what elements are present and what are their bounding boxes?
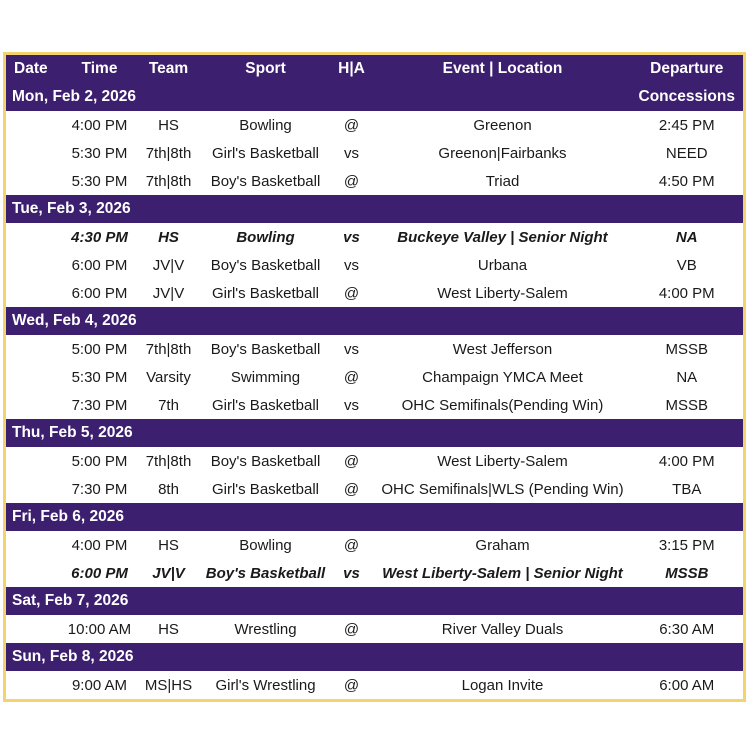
- event-location-cell: Graham: [375, 531, 631, 559]
- date-row-filler: [631, 503, 745, 531]
- table-row: [5, 615, 745, 643]
- team-cell: 7th|8th: [135, 447, 203, 475]
- column-header-time: Time: [65, 54, 135, 84]
- date-cell: [5, 615, 65, 643]
- departure-cell: MSSB: [631, 559, 745, 587]
- table-row: [5, 223, 745, 251]
- departure-cell: NEED: [631, 139, 745, 167]
- team-cell: 8th: [135, 475, 203, 503]
- event-location-cell: West Liberty-Salem | Senior Night: [375, 559, 631, 587]
- time-cell: 4:00 PM: [65, 111, 135, 139]
- table-row: [5, 475, 745, 503]
- date-row: [5, 83, 745, 111]
- date-cell: [5, 111, 65, 139]
- date-cell: [5, 559, 65, 587]
- home-away-cell: @: [329, 111, 375, 139]
- date-cell: [5, 167, 65, 195]
- table-row: [5, 559, 745, 587]
- home-away-cell: vs: [329, 559, 375, 587]
- team-cell: HS: [135, 531, 203, 559]
- event-location-cell: Triad: [375, 167, 631, 195]
- team-cell: 7th|8th: [135, 139, 203, 167]
- home-away-cell: vs: [329, 391, 375, 419]
- team-cell: MS|HS: [135, 671, 203, 701]
- home-away-cell: vs: [329, 139, 375, 167]
- sport-cell: Girl's Wrestling: [203, 671, 329, 701]
- event-location-cell: River Valley Duals: [375, 615, 631, 643]
- departure-cell: 4:00 PM: [631, 279, 745, 307]
- departure-cell: MSSB: [631, 391, 745, 419]
- home-away-cell: vs: [329, 251, 375, 279]
- home-away-cell: @: [329, 475, 375, 503]
- time-cell: 5:30 PM: [65, 167, 135, 195]
- home-away-cell: @: [329, 615, 375, 643]
- table-row: [5, 167, 745, 195]
- time-cell: 4:00 PM: [65, 531, 135, 559]
- sport-cell: Boy's Basketball: [203, 251, 329, 279]
- table-row: [5, 671, 745, 701]
- departure-cell: 3:15 PM: [631, 531, 745, 559]
- event-location-cell: Buckeye Valley | Senior Night: [375, 223, 631, 251]
- date-heading: Thu, Feb 5, 2026: [5, 419, 631, 447]
- sport-cell: Girl's Basketball: [203, 139, 329, 167]
- departure-cell: VB: [631, 251, 745, 279]
- date-heading: Mon, Feb 2, 2026: [5, 83, 631, 111]
- time-cell: 5:00 PM: [65, 447, 135, 475]
- home-away-cell: vs: [329, 335, 375, 363]
- date-row-filler: [631, 419, 745, 447]
- team-cell: JV|V: [135, 279, 203, 307]
- team-cell: HS: [135, 223, 203, 251]
- date-cell: [5, 447, 65, 475]
- date-cell: [5, 335, 65, 363]
- departure-cell: 6:00 AM: [631, 671, 745, 701]
- home-away-cell: @: [329, 167, 375, 195]
- home-away-cell: @: [329, 531, 375, 559]
- sport-cell: Girl's Basketball: [203, 475, 329, 503]
- time-cell: 6:00 PM: [65, 279, 135, 307]
- time-cell: 7:30 PM: [65, 391, 135, 419]
- time-cell: 4:30 PM: [65, 223, 135, 251]
- team-cell: JV|V: [135, 559, 203, 587]
- departure-cell: TBA: [631, 475, 745, 503]
- table-row: [5, 139, 745, 167]
- date-row: [5, 643, 745, 671]
- date-heading: Fri, Feb 6, 2026: [5, 503, 631, 531]
- table-row: [5, 111, 745, 139]
- schedule-table: [3, 52, 746, 702]
- sport-cell: Bowling: [203, 531, 329, 559]
- table-row: [5, 363, 745, 391]
- column-header-departure: Departure: [631, 54, 745, 84]
- date-cell: [5, 139, 65, 167]
- column-header-sport: Sport: [203, 54, 329, 84]
- table-row: [5, 279, 745, 307]
- date-cell: [5, 251, 65, 279]
- departure-cell: 4:00 PM: [631, 447, 745, 475]
- column-header-home-away: H|A: [329, 54, 375, 84]
- event-location-cell: West Liberty-Salem: [375, 447, 631, 475]
- sport-cell: Boy's Basketball: [203, 167, 329, 195]
- sport-cell: Swimming: [203, 363, 329, 391]
- table-row: [5, 447, 745, 475]
- date-row-filler: [631, 307, 745, 335]
- departure-cell: NA: [631, 363, 745, 391]
- concessions-header: Concessions: [631, 83, 745, 111]
- home-away-cell: vs: [329, 223, 375, 251]
- date-heading: Tue, Feb 3, 2026: [5, 195, 631, 223]
- table-row: [5, 251, 745, 279]
- table-row: [5, 391, 745, 419]
- date-cell: [5, 223, 65, 251]
- table-row: [5, 531, 745, 559]
- home-away-cell: @: [329, 447, 375, 475]
- date-row: [5, 307, 745, 335]
- team-cell: 7th|8th: [135, 167, 203, 195]
- time-cell: 6:00 PM: [65, 559, 135, 587]
- date-cell: [5, 475, 65, 503]
- event-location-cell: Urbana: [375, 251, 631, 279]
- home-away-cell: @: [329, 671, 375, 701]
- date-heading: Wed, Feb 4, 2026: [5, 307, 631, 335]
- departure-cell: 6:30 AM: [631, 615, 745, 643]
- event-location-cell: Greenon|Fairbanks: [375, 139, 631, 167]
- date-row: [5, 419, 745, 447]
- team-cell: HS: [135, 111, 203, 139]
- date-cell: [5, 671, 65, 701]
- time-cell: 5:30 PM: [65, 363, 135, 391]
- team-cell: Varsity: [135, 363, 203, 391]
- team-cell: JV|V: [135, 251, 203, 279]
- sport-cell: Bowling: [203, 111, 329, 139]
- event-location-cell: Champaign YMCA Meet: [375, 363, 631, 391]
- sport-cell: Girl's Basketball: [203, 279, 329, 307]
- sport-cell: Wrestling: [203, 615, 329, 643]
- sport-cell: Boy's Basketball: [203, 559, 329, 587]
- team-cell: 7th: [135, 391, 203, 419]
- event-location-cell: Greenon: [375, 111, 631, 139]
- time-cell: 7:30 PM: [65, 475, 135, 503]
- team-cell: 7th|8th: [135, 335, 203, 363]
- header-row: [5, 54, 745, 84]
- date-row: [5, 503, 745, 531]
- date-cell: [5, 363, 65, 391]
- date-row: [5, 587, 745, 615]
- date-cell: [5, 531, 65, 559]
- sport-cell: Girl's Basketball: [203, 391, 329, 419]
- date-row-filler: [631, 195, 745, 223]
- departure-cell: 4:50 PM: [631, 167, 745, 195]
- date-row: [5, 195, 745, 223]
- date-heading: Sat, Feb 7, 2026: [5, 587, 631, 615]
- sport-cell: Bowling: [203, 223, 329, 251]
- departure-cell: 2:45 PM: [631, 111, 745, 139]
- column-header-event-location: Event | Location: [375, 54, 631, 84]
- column-header-team: Team: [135, 54, 203, 84]
- table-row: [5, 335, 745, 363]
- event-location-cell: Logan Invite: [375, 671, 631, 701]
- time-cell: 5:00 PM: [65, 335, 135, 363]
- home-away-cell: @: [329, 279, 375, 307]
- departure-cell: MSSB: [631, 335, 745, 363]
- event-location-cell: OHC Semifinals|WLS (Pending Win): [375, 475, 631, 503]
- date-cell: [5, 279, 65, 307]
- sport-cell: Boy's Basketball: [203, 335, 329, 363]
- team-cell: HS: [135, 615, 203, 643]
- time-cell: 5:30 PM: [65, 139, 135, 167]
- time-cell: 6:00 PM: [65, 251, 135, 279]
- event-location-cell: West Jefferson: [375, 335, 631, 363]
- event-location-cell: OHC Semifinals(Pending Win): [375, 391, 631, 419]
- date-cell: [5, 391, 65, 419]
- departure-cell: NA: [631, 223, 745, 251]
- sport-cell: Boy's Basketball: [203, 447, 329, 475]
- date-heading: Sun, Feb 8, 2026: [5, 643, 631, 671]
- date-row-filler: [631, 587, 745, 615]
- column-header-date: Date: [5, 54, 65, 84]
- time-cell: 10:00 AM: [65, 615, 135, 643]
- time-cell: 9:00 AM: [65, 671, 135, 701]
- date-row-filler: [631, 643, 745, 671]
- home-away-cell: @: [329, 363, 375, 391]
- event-location-cell: West Liberty-Salem: [375, 279, 631, 307]
